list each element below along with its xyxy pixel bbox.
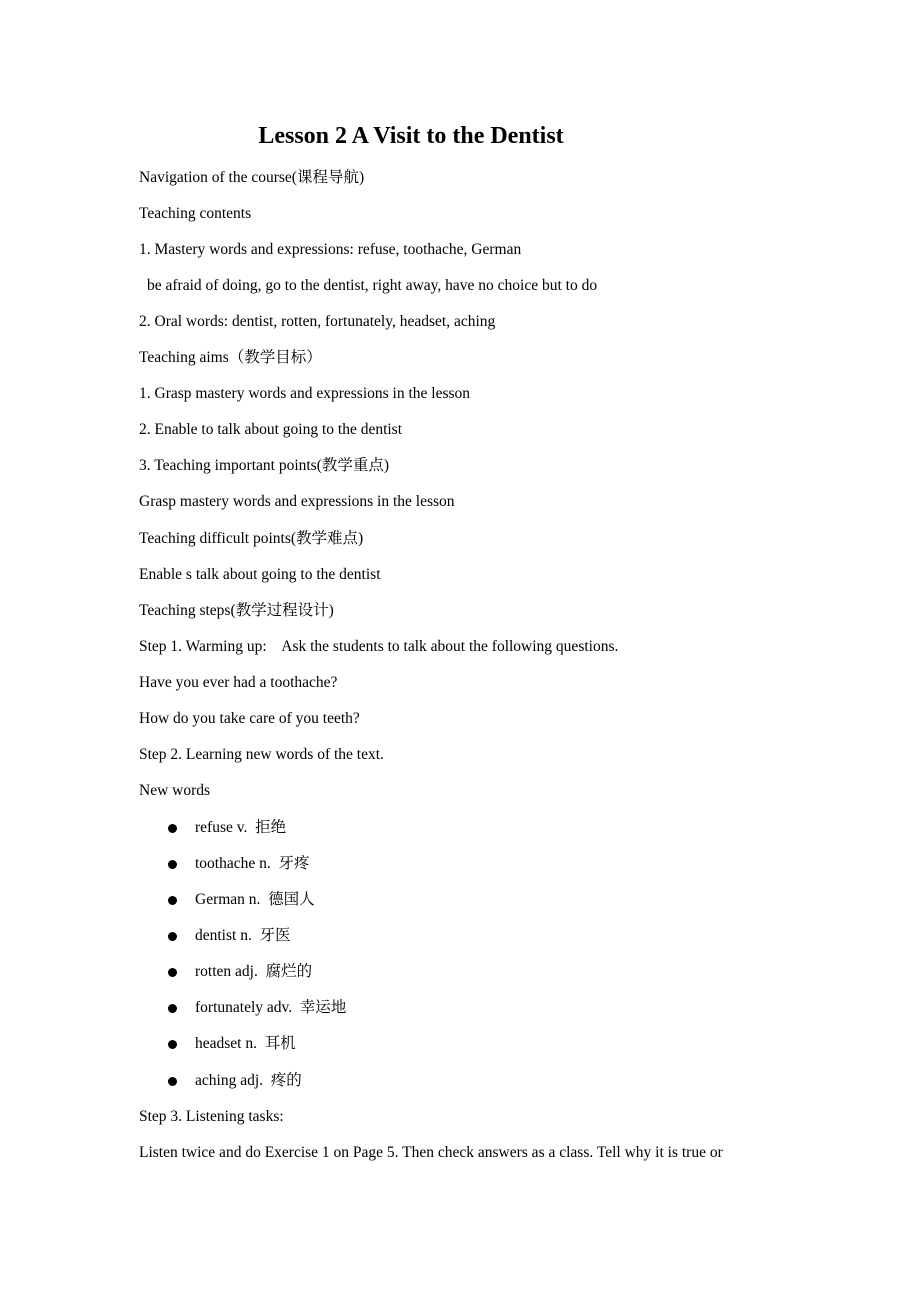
teaching-steps-heading: Teaching steps(教学过程设计) bbox=[139, 602, 334, 619]
word-entry: aching adj. 疼的 bbox=[195, 1072, 302, 1089]
bullet-icon bbox=[168, 968, 177, 977]
contents-item-2: 2. Oral words: dentist, rotten, fortunately, headset, aching bbox=[139, 313, 496, 330]
word-entry: German n. 德国人 bbox=[195, 891, 315, 908]
bullet-icon bbox=[168, 896, 177, 905]
question-2: How do you take care of you teeth? bbox=[139, 710, 360, 727]
bullet-icon bbox=[168, 932, 177, 941]
aims-item-1: 1. Grasp mastery words and expressions in the lesson bbox=[139, 385, 471, 402]
teaching-aims-heading: Teaching aims（教学目标） bbox=[139, 349, 322, 366]
new-words-heading: New words bbox=[139, 782, 211, 799]
word-entry: headset n. 耳机 bbox=[195, 1035, 296, 1052]
important-points-text: Grasp mastery words and expressions in the lesson bbox=[139, 493, 455, 510]
bullet-icon bbox=[168, 860, 177, 869]
teaching-contents-heading: Teaching contents bbox=[139, 205, 252, 222]
contents-item-1-continued: be afraid of doing, go to the dentist, right away, have no choice but to do bbox=[147, 277, 598, 294]
word-entry: rotten adj. 腐烂的 bbox=[195, 963, 313, 980]
step-2-text: Step 2. Learning new words of the text. bbox=[139, 746, 384, 763]
step-3-heading: Step 3. Listening tasks: bbox=[139, 1108, 284, 1125]
word-entry: refuse v. 拒绝 bbox=[195, 819, 287, 836]
important-points-heading: 3. Teaching important points(教学重点) bbox=[139, 457, 390, 474]
bullet-icon bbox=[168, 1077, 177, 1086]
contents-item-1: 1. Mastery words and expressions: refuse, toothache, German bbox=[139, 241, 522, 258]
word-entry: fortunately adv. 幸运地 bbox=[195, 999, 347, 1016]
word-entry: dentist n. 牙医 bbox=[195, 927, 291, 944]
navigation-heading: Navigation of the course(课程导航) bbox=[139, 169, 365, 186]
bullet-icon bbox=[168, 824, 177, 833]
difficult-points-heading: Teaching difficult points(教学难点) bbox=[139, 530, 364, 547]
step-3-text: Listen twice and do Exercise 1 on Page 5. Then check answers as a class. Tell why it is true or bbox=[139, 1144, 723, 1161]
aims-item-2: 2. Enable to talk about going to the dentist bbox=[139, 421, 403, 438]
difficult-points-text: Enable s talk about going to the dentist bbox=[139, 566, 381, 583]
bullet-icon bbox=[168, 1040, 177, 1049]
lesson-title: Lesson 2 A Visit to the Dentist bbox=[258, 123, 564, 149]
bullet-icon bbox=[168, 1004, 177, 1013]
question-1: Have you ever had a toothache? bbox=[139, 674, 338, 691]
step-1-text: Step 1. Warming up: Ask the students to talk about the following questions. bbox=[139, 638, 619, 655]
word-entry: toothache n. 牙疼 bbox=[195, 855, 310, 872]
